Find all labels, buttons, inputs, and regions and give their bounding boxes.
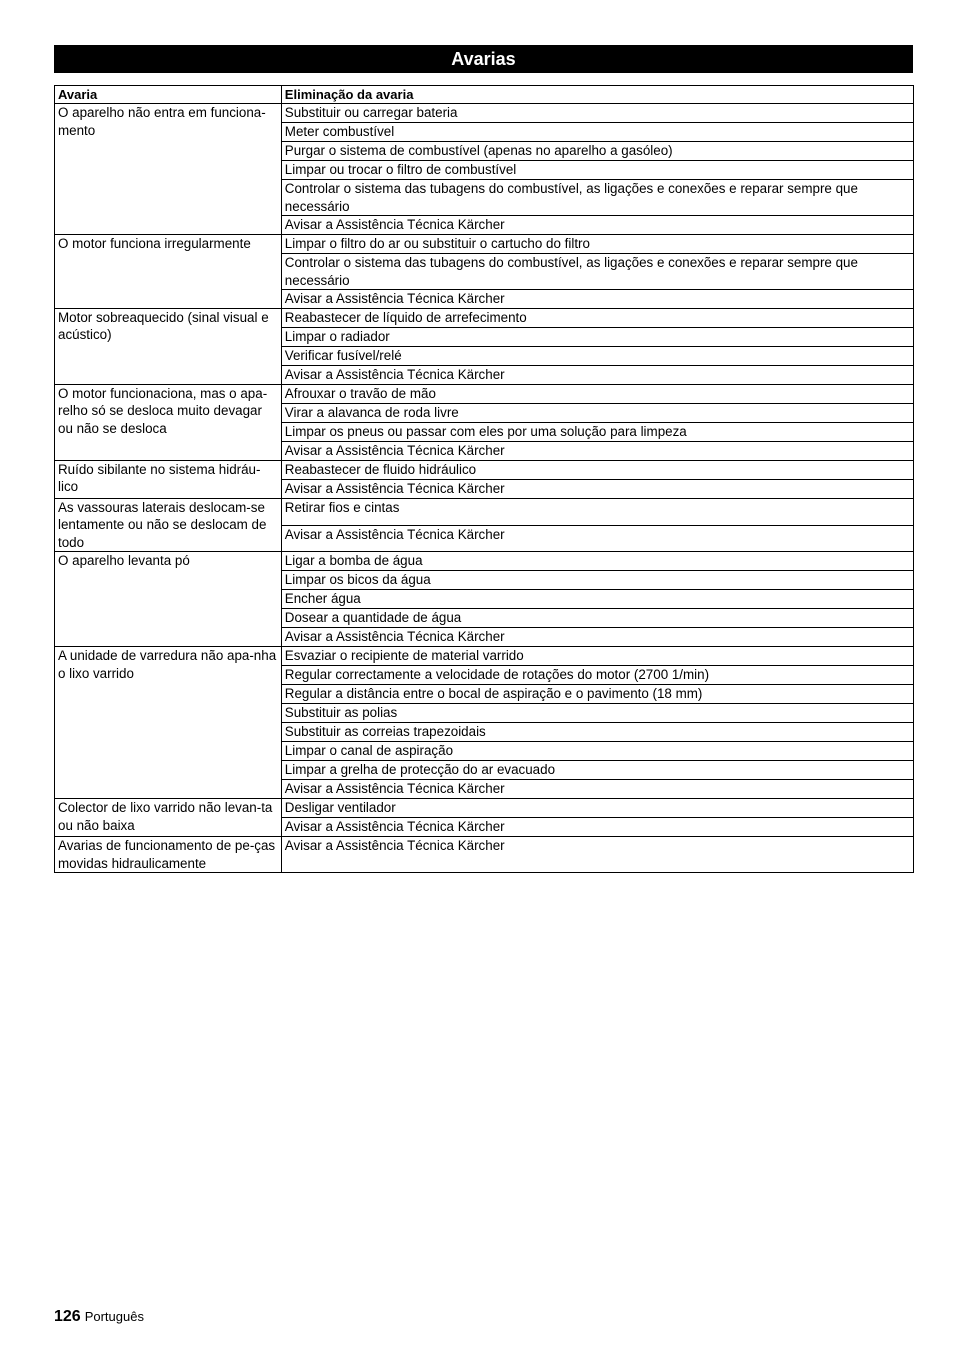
remedy-cell: Limpar os bicos da água: [281, 571, 913, 590]
remedy-cell: Avisar a Assistência Técnica Kärcher: [281, 818, 913, 837]
remedy-cell: Limpar a grelha de protecção do ar evacuado: [281, 761, 913, 780]
remedy-cell: Limpar o filtro do ar ou substituir o cartucho do filtro: [281, 235, 913, 254]
table-row: [55, 799, 914, 818]
remedy-cell: Avisar a Assistência Técnica Kärcher: [281, 628, 913, 647]
remedy-cell: Virar a alavanca de roda livre: [281, 404, 913, 423]
table-row: [55, 499, 914, 526]
table-row: [55, 385, 914, 404]
fault-cell: O aparelho levanta pó: [55, 552, 282, 647]
troubleshooting-table: [54, 85, 914, 873]
fault-cell: Motor sobreaquecido (sinal visual e acústico): [55, 309, 282, 385]
remedy-cell: Encher água: [281, 590, 913, 609]
remedy-cell: Avisar a Assistência Técnica Kärcher: [281, 837, 913, 873]
fault-cell: O aparelho não entra em funciona-mento: [55, 104, 282, 235]
remedy-cell: Limpar o radiador: [281, 328, 913, 347]
fault-cell: As vassouras laterais deslocam-se lentamente ou não se deslocam de todo: [55, 499, 282, 552]
remedy-cell: Verificar fusível/relé: [281, 347, 913, 366]
table-row: [55, 837, 914, 873]
remedy-cell: Regular correctamente a velocidade de rotações do motor (2700 1/min): [281, 666, 913, 685]
fault-cell: Colector de lixo varrido não levan-ta ou não baixa: [55, 799, 282, 837]
fault-cell: Avarias de funcionamento de pe-ças movidas hidraulicamente: [55, 837, 282, 873]
page-number: 126: [54, 1308, 81, 1325]
footer-language: Português: [84, 1309, 144, 1324]
remedy-cell: Ligar a bomba de água: [281, 552, 913, 571]
table-body: [55, 104, 914, 873]
table-header-row: [55, 86, 914, 104]
table-row: [55, 647, 914, 666]
remedy-cell: Esvaziar o recipiente de material varrido: [281, 647, 913, 666]
remedy-cell: Meter combustível: [281, 123, 913, 142]
remedy-cell: Dosear a quantidade de água: [281, 609, 913, 628]
table-row: [55, 461, 914, 480]
table-row: [55, 104, 914, 123]
remedy-cell: Purgar o sistema de combustível (apenas no aparelho a gasóleo): [281, 142, 913, 161]
fault-cell: O motor funcionaciona, mas o apa-relho só se desloca muito devagar ou não se desloca: [55, 385, 282, 461]
fault-cell: Ruído sibilante no sistema hidráu-lico: [55, 461, 282, 499]
remedy-cell: Reabastecer de líquido de arrefecimento: [281, 309, 913, 328]
fault-cell: A unidade de varredura não apa-nha o lixo varrido: [55, 647, 282, 799]
remedy-cell: Retirar fios e cintas: [281, 499, 913, 526]
fault-cell: O motor funciona irregularmente: [55, 235, 282, 309]
remedy-cell: Regular a distância entre o bocal de aspiração e o pavimento (18 mm): [281, 685, 913, 704]
table-row: [55, 552, 914, 571]
section-title: Avarias: [54, 45, 913, 73]
remedy-cell: Limpar ou trocar o filtro de combustível: [281, 161, 913, 180]
remedy-cell: Afrouxar o travão de mão: [281, 385, 913, 404]
remedy-cell: Reabastecer de fluido hidráulico: [281, 461, 913, 480]
remedy-cell: Avisar a Assistência Técnica Kärcher: [281, 780, 913, 799]
remedy-cell: Controlar o sistema das tubagens do combustível, as ligações e conexões e reparar sempre que necessário: [281, 254, 913, 290]
remedy-cell: Avisar a Assistência Técnica Kärcher: [281, 216, 913, 235]
remedy-cell: Avisar a Assistência Técnica Kärcher: [281, 525, 913, 552]
header-remedy: Eliminação da avaria: [281, 86, 913, 104]
remedy-cell: Avisar a Assistência Técnica Kärcher: [281, 366, 913, 385]
remedy-cell: Desligar ventilador: [281, 799, 913, 818]
remedy-cell: Substituir ou carregar bateria: [281, 104, 913, 123]
remedy-cell: Avisar a Assistência Técnica Kärcher: [281, 480, 913, 499]
remedy-cell: Limpar os pneus ou passar com eles por uma solução para limpeza: [281, 423, 913, 442]
page-footer: [54, 1308, 144, 1326]
table-row: [55, 309, 914, 328]
remedy-cell: Avisar a Assistência Técnica Kärcher: [281, 442, 913, 461]
remedy-cell: Controlar o sistema das tubagens do combustível, as ligações e conexões e reparar sempre que necessário: [281, 180, 913, 216]
table-row: [55, 235, 914, 254]
remedy-cell: Limpar o canal de aspiração: [281, 742, 913, 761]
remedy-cell: Substituir as polias: [281, 704, 913, 723]
remedy-cell: Substituir as correias trapezoidais: [281, 723, 913, 742]
remedy-cell: Avisar a Assistência Técnica Kärcher: [281, 290, 913, 309]
header-fault: Avaria: [55, 86, 282, 104]
